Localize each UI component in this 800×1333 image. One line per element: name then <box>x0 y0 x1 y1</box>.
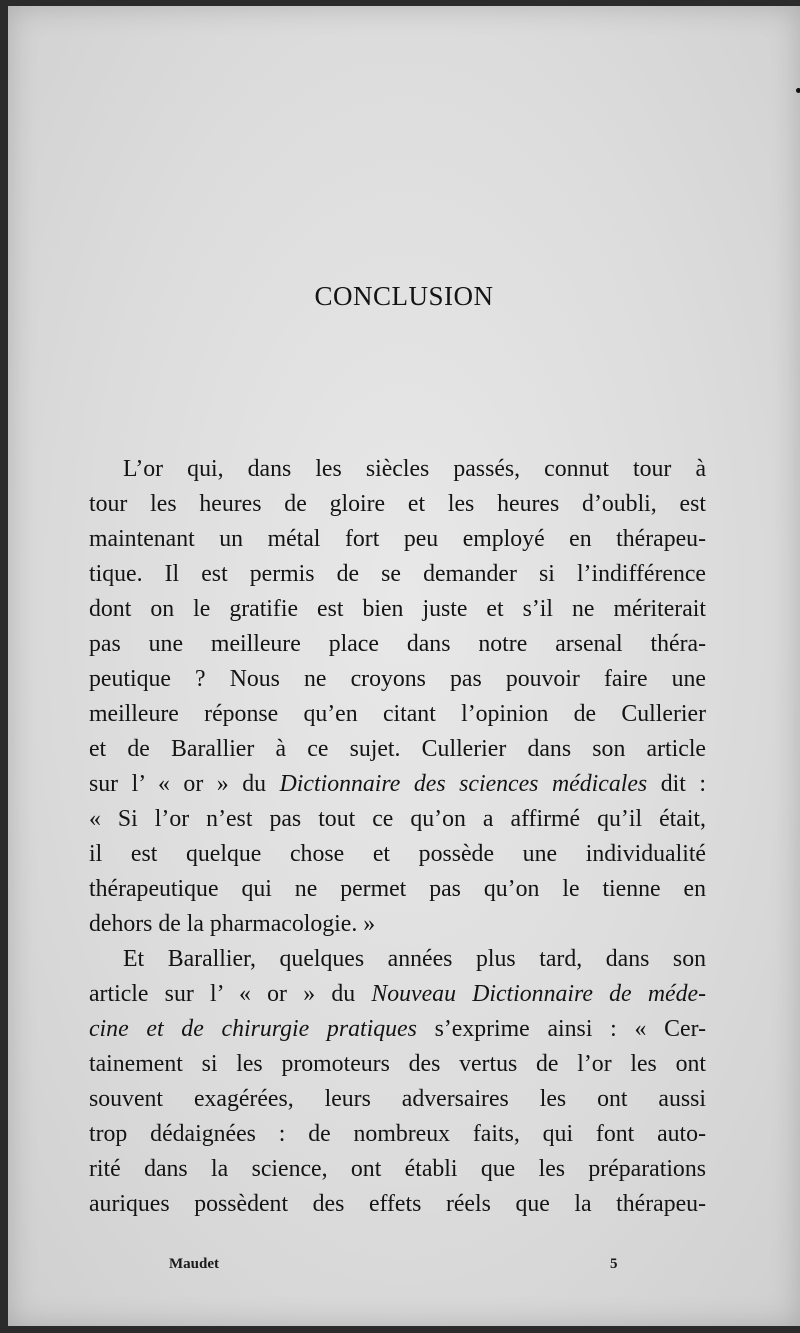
italic-title: Dictionnaire des sciences médicales <box>279 771 648 797</box>
text-line: meilleure réponse qu’en citant l’opinion de Cullerier <box>89 701 706 727</box>
text-line: « Si l’or n’est pas tout ce qu’on a affirmé qu’il était, <box>89 806 706 832</box>
page-footer <box>8 1256 800 1280</box>
text-line: tour les heures de gloire et les heures d’oubli, est <box>89 491 706 517</box>
text-line: dehors de la pharmacologie. » <box>89 911 376 937</box>
text-run: article sur l’ « or » du <box>89 981 372 1007</box>
text-line: il est quelque chose et possède une individualité <box>89 841 706 867</box>
text-line: L’or qui, dans les siècles passés, connut tour à <box>123 456 706 482</box>
text-line: peutique ? Nous ne croyons pas pouvoir faire une <box>89 666 706 692</box>
text-line: trop dédaignées : de nombreux faits, qui font auto- <box>89 1121 706 1147</box>
text-line: souvent exagérées, leurs adversaires les ont aussi <box>89 1086 706 1112</box>
text-line: thérapeutique qui ne permet pas qu’on le tienne en <box>89 876 706 902</box>
text-line: rité dans la science, ont établi que les préparations <box>89 1156 706 1182</box>
text-line <box>89 1012 706 1047</box>
text-line: auriques possèdent des effets réels que la thérapeu- <box>89 1191 706 1217</box>
text-run: s’exprime ainsi : « Cer- <box>416 1016 706 1042</box>
text-line: maintenant un métal fort peu employé en thérapeu- <box>89 526 706 552</box>
body-text <box>89 452 706 1222</box>
text-line: dont on le gratifie est bien juste et s’il ne mériterait <box>89 596 706 622</box>
signature-number: 5 <box>610 1256 618 1272</box>
text-run: sur l’ « or » du <box>89 771 280 797</box>
text-line: pas une meilleure place dans notre arsenal théra- <box>89 631 706 657</box>
text-line: tique. Il est permis de se demander si l’indifférence <box>89 561 706 587</box>
text-line <box>89 767 706 802</box>
printer-signature: Maudet <box>169 1256 219 1272</box>
italic-title: Nouveau Dictionnaire de méde- <box>371 981 706 1007</box>
text-line <box>89 977 706 1012</box>
text-line: tainement si les promoteurs des vertus de l’or les ont <box>89 1051 706 1077</box>
text-line: Et Barallier, quelques années plus tard, dans son <box>123 946 706 972</box>
text-line: et de Barallier à ce sujet. Cullerier dans son article <box>89 736 706 762</box>
italic-title: cine et de chirurgie pratiques <box>89 1016 417 1042</box>
ink-speck <box>796 88 800 93</box>
book-page <box>8 6 800 1326</box>
text-run: dit : <box>647 771 706 797</box>
chapter-heading: CONCLUSION <box>314 281 494 311</box>
